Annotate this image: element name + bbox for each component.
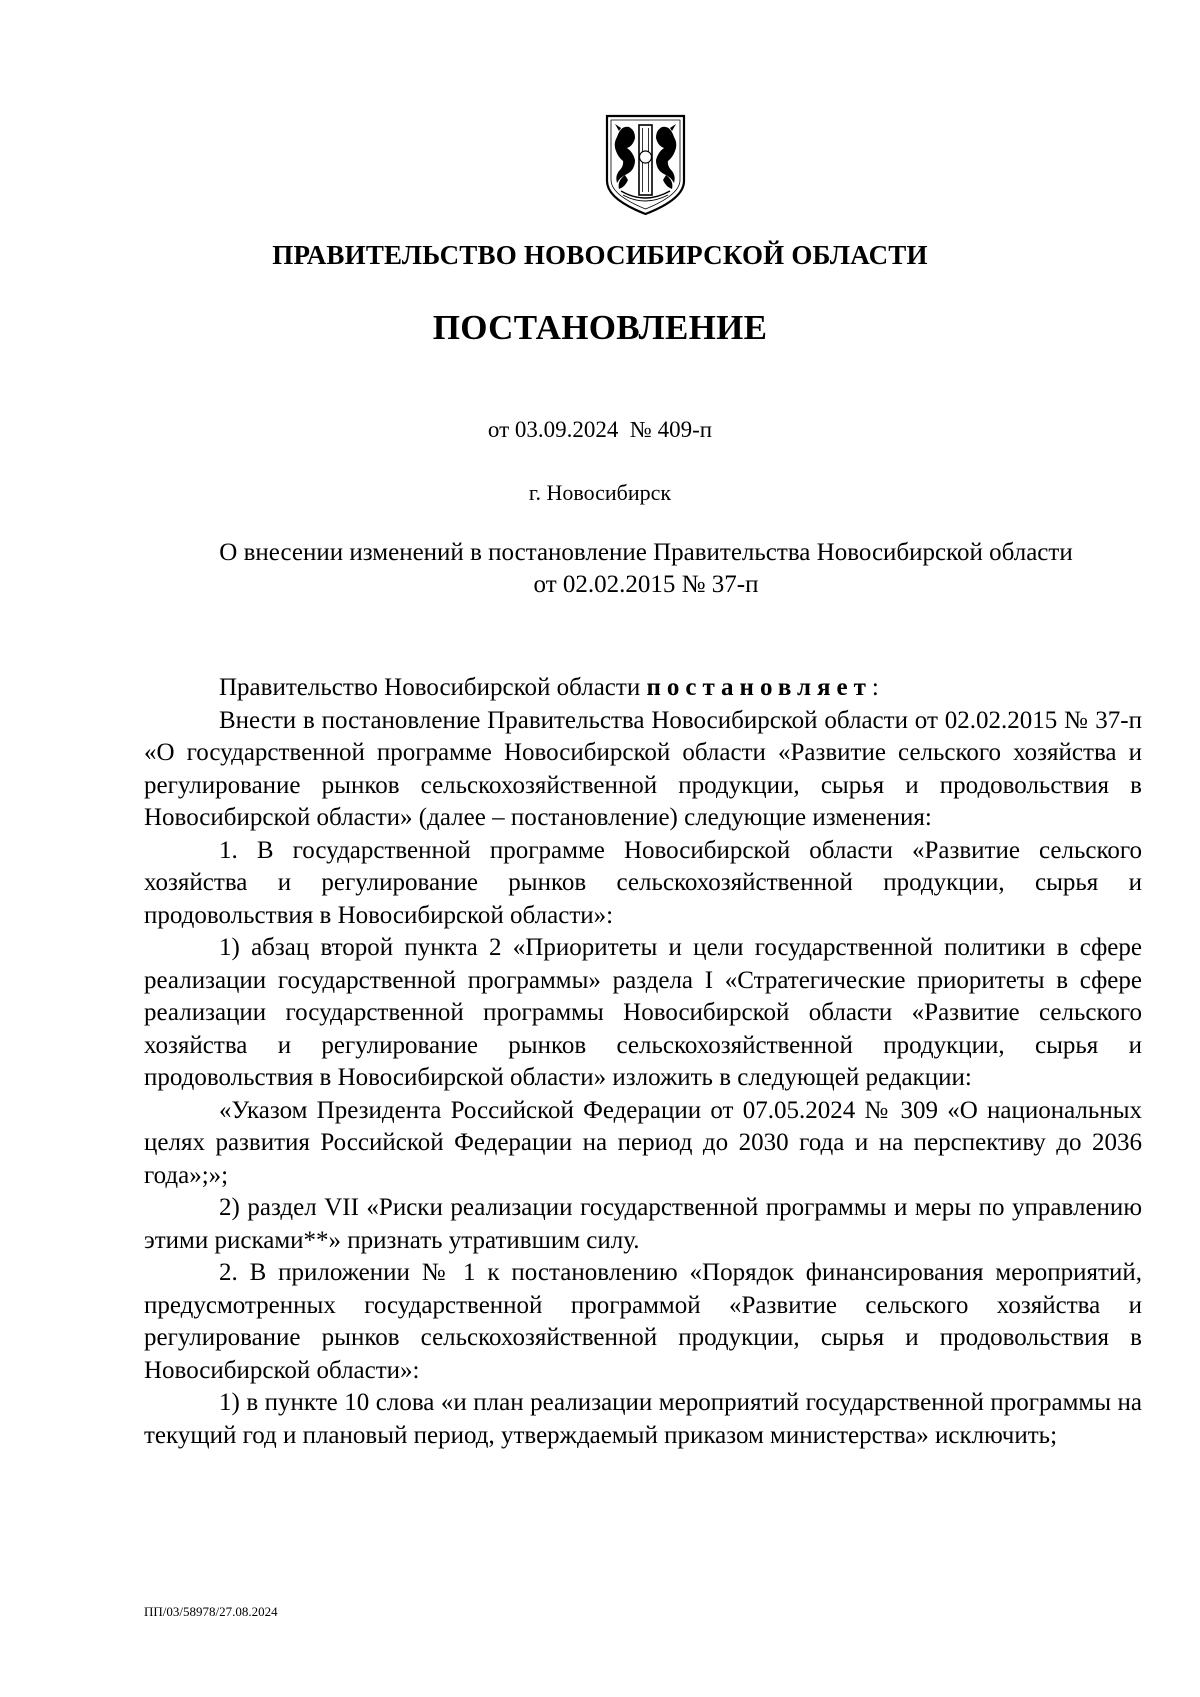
coat-of-arms-icon bbox=[603, 113, 688, 216]
intro-paragraph bbox=[144, 672, 1142, 705]
subject-line-1: О внесении изменений в постановление Правительства Новосибирской области bbox=[219, 539, 1073, 566]
body-paragraph: «Указом Президента Российской Федерации от 07.05.2024 № 309 «О национальных целях развития Российской Федерации на период до 2030 года и на перспективу до 2036 года»;»; bbox=[144, 1096, 1142, 1189]
footer-document-code: ПП/03/58978/27.08.2024 bbox=[144, 1604, 278, 1619]
intro-suffix: : bbox=[871, 674, 879, 701]
subject-line-2: от 02.02.2015 № 37-п bbox=[533, 571, 759, 598]
body-paragraph: 1. В государственной программе Новосибирской области «Развитие сельского хозяйства и регулирование рынков сельскохозяйственной продукции, сырья и продовольствия в Новосибирской области»: bbox=[144, 836, 1142, 929]
organization-title: ПРАВИТЕЛЬСТВО НОВОСИБИРСКОЙ ОБЛАСТИ bbox=[272, 240, 928, 270]
intro-prefix: Правительство Новосибирской области bbox=[219, 674, 647, 701]
body-paragraph: 1) в пункте 10 слова «и план реализации мероприятий государственной программы на текущий год и плановый период, утверждаемый приказом министерства» исключить; bbox=[144, 1389, 1142, 1449]
document-type-title: ПОСТАНОВЛЕНИЕ bbox=[432, 308, 768, 347]
body-paragraph: 2. В приложении № 1 к постановлению «Порядок финансирования мероприятий, предусмотренных государственной программой «Развитие сельского хозяйства и регулирование рынков сельскохозяйственной продукции, сырья и продовольствия в Новосибирской области»: bbox=[144, 1259, 1142, 1384]
document-date-number: от 03.09.2024 № 409-п bbox=[487, 417, 713, 442]
body-paragraph: 2) раздел VII «Риски реализации государственной программы и меры по управлению этими рисками**» признать утратившим силу. bbox=[144, 1194, 1142, 1254]
document-body bbox=[144, 672, 1142, 1452]
intro-verb: постановляет bbox=[646, 674, 872, 701]
body-paragraph: Внести в постановление Правительства Новосибирской области от 02.02.2015 № 37-п «О государственной программе Новосибирской области «Развитие сельского хозяйства и регулирование рынков сельскохозяйственной продукции, сырья и продовольствия в Новосибирской области» (далее – постановление) следующие изменения: bbox=[144, 706, 1142, 831]
document-subject bbox=[150, 537, 1142, 601]
body-paragraph: 1) абзац второй пункта 2 «Приоритеты и цели государственной политики в сфере реализации государственной программы» раздела I «Стратегические приоритеты в сфере реализации государственной программы Новосибирской области «Развитие сельского хозяйства и регулирование рынков сельскохозяйственной продукции, сырья и продовольствия в Новосибирской области» изложить в следующей редакции: bbox=[144, 934, 1142, 1091]
document-city: г. Новосибирск bbox=[528, 480, 672, 505]
